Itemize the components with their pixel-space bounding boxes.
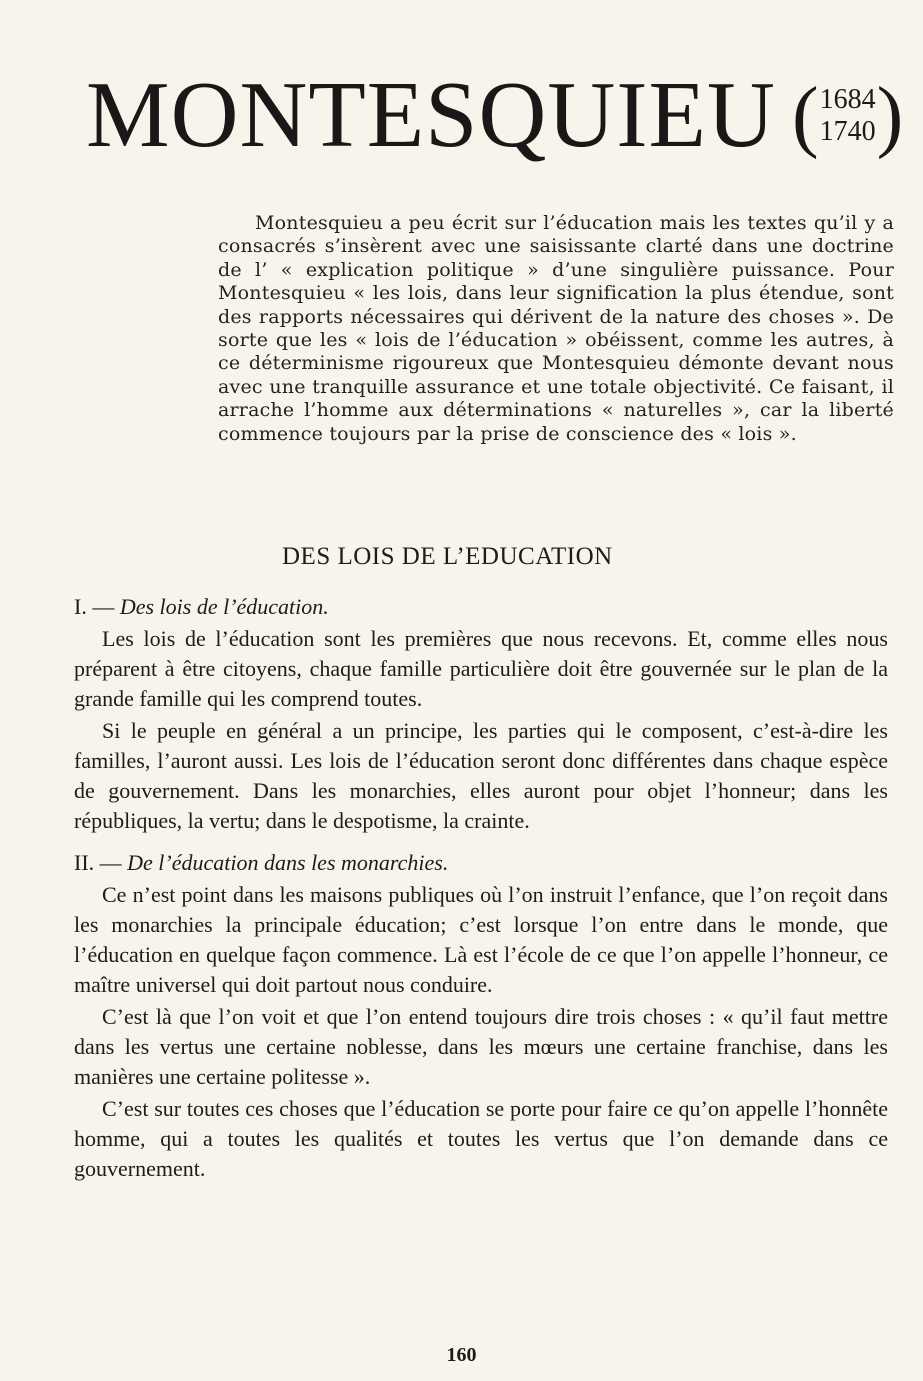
subsection-heading <box>74 592 888 622</box>
page-number: 160 <box>446 1344 477 1366</box>
subsection-number: I. — <box>74 594 120 619</box>
life-years <box>820 84 876 148</box>
paragraph: Si le peuple en général a un principe, les parties qui le composent, c’est-à-dire les familles, l’auront aussi. Les lois de l’éducation seront donc différentes dans chaque espèce de gouvernement. Dans les monarchies, elles auront pour objet l’honneur; dans les républiques, la vertu; dans le despotisme, la crainte. <box>74 718 888 833</box>
author-dates <box>792 72 904 160</box>
paragraph: Ce n’est point dans les maisons publiques où l’on instruit l’enfance, que l’on reçoit dans les monarchies la principale éducation; c’est lorsque l’on entre dans le monde, que l’éducation en quelque façon commence. Là est l’école de ce que l’on appelle l’honneur, ce maître universel qui doit partout nous conduire. <box>74 882 888 997</box>
spacer <box>74 838 888 848</box>
death-year: 1740 <box>819 116 876 147</box>
paragraph: C’est sur toutes ces choses que l’éducation se porte pour faire ce qu’on appelle l’honnête homme, qui a toutes les qualités et toutes les vertus que l’on demande dans ce gouvernement. <box>74 1096 888 1181</box>
paragraph: C’est là que l’on voit et que l’on entend toujours dire trois choses : « qu’il faut mettre dans les vertus une certaine noblesse, dans les mœurs une certaine franchise, dans les manières une certaine politesse ». <box>74 1004 888 1089</box>
chapter-header <box>86 60 906 170</box>
main-text <box>74 592 888 1186</box>
subsection-heading <box>74 848 888 878</box>
subsection-title: De l’éducation dans les monarchies. <box>127 850 449 875</box>
close-parenthesis: ) <box>876 72 904 160</box>
open-parenthesis: ( <box>792 72 819 160</box>
intro-paragraph: Montesquieu a peu écrit sur l’éducation mais les textes qu’il y a consacrés s’insèrent avec une saisissante clarté dans une doctrine de l’ « explication politique » d’une singulière puissance. Pour Montesquieu « les lois, dans leur signification la plus étendue, sont des rapports nécessaires qui dérivent de la nature des choses ». De sorte que les « lois de l’éducation » obéissent, comme les autres, à ce déterminisme rigoureux que Montesquieu démonte devant nous avec une tranquille assurance et une totale objectivité. Ce faisant, il arrache l’homme aux déterminations « naturelles », car la liberté commence toujours par la prise de conscience des « lois ». <box>218 212 894 445</box>
author-title: MONTESQUIEU <box>86 63 776 167</box>
subsection-title: Des lois de l’éducation. <box>119 594 329 619</box>
paragraph: Les lois de l’éducation sont les premières que nous recevons. Et, comme elles nous préparent à être citoyens, chaque famille particulière doit être gouvernée sur le plan de la grande famille qui les comprend toutes. <box>74 626 888 711</box>
birth-year: 1684 <box>819 84 876 115</box>
subsection-number: II. — <box>74 850 128 875</box>
section-title: DES LOIS DE L’EDUCATION <box>282 543 613 570</box>
